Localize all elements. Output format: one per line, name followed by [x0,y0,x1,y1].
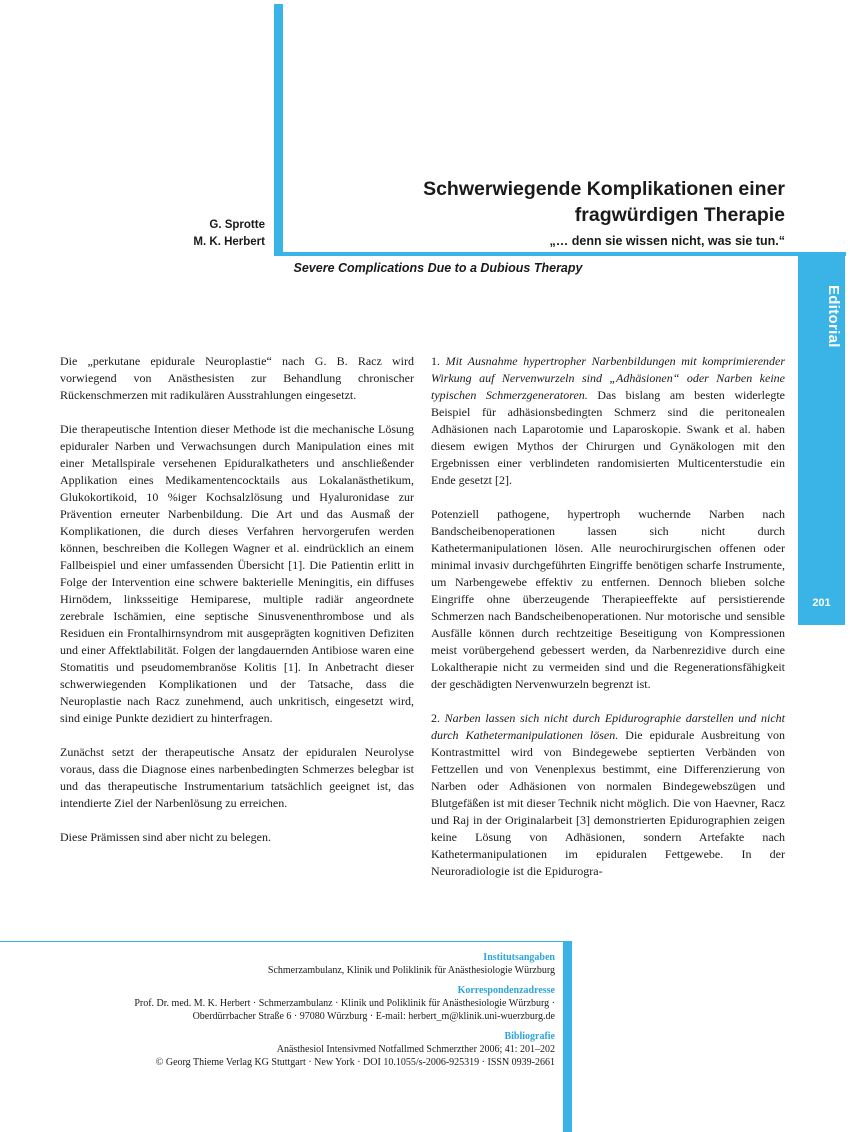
footer-text: Prof. Dr. med. M. K. Herbert · Schmerzambulanz · Klinik und Poliklinik für Anästhesiologie Würzburg · [134,998,555,1009]
footer-text: © Georg Thieme Verlag KG Stuttgart · New York · DOI 10.1055/s-2006-925319 · ISSN 0939-2661 [155,1057,555,1068]
english-title: Severe Complications Due to a Dubious Therapy [293,261,583,275]
footer-accent-rule [0,941,572,942]
institution-block [20,951,555,977]
item-number: 2. [431,711,445,725]
footer-text: Oberdürrbacher Straße 6 · 97080 Würzburg · E-mail: herbert_m@klinik.uni-wuerzburg.de [192,1011,555,1022]
author-name: M. K. Herbert [193,236,265,248]
accent-bar-horizontal [274,252,846,256]
body-column-left [60,353,414,846]
item-number: 1. [431,354,446,368]
correspondence-block [20,984,555,1023]
body-paragraph: Diese Prämissen sind aber nicht zu belegen. [60,830,271,844]
body-paragraph: Zunächst setzt der therapeutische Ansatz der epiduralen Neurolyse voraus, dass die Diagnose eines narbenbedingten Schmerzes belegbar ist und das therapeutische Instrumentarium tatsächlich geeignet ist, das intendierte Ziel der Narbenlösung zu erreichen. [60,745,414,810]
paragraph-text: Das bislang am besten widerlegte Beispiel für adhäsionsbedingten Schmerz sind die peritonealen Adhäsionen nach Laparotomie und Laparoskopie. Swank et al. haben diesem ewigen Mythos der Chirurgen und Gynäkologen mit den Ergebnissen einer verblindeten randomisierten Multicenterstudie ein Ende gesetzt [2]. [431,388,785,487]
body-paragraph [431,353,785,489]
bibliography-block [20,1030,555,1069]
footer-heading: Bibliografie [504,1031,555,1042]
article-subtitle: „… denn sie wissen nicht, was sie tun.“ [549,234,785,248]
body-paragraph: Potenziell pathogene, hypertroph wuchernde Narben nach Bandscheibenoperationen lassen sich nicht durch Kathetermanipulationen lösen. Alle neurochirurgischen offenen oder minimal invasiv durchgeführten Eingriffe benötigen scharfe Instrumente, um Narbengewebe effektiv zu entfernen. Dennoch blieben solche Eingriffe ohne überzeugende Therapieeffekte auf persistierende Schmerzen nach Bandscheibenoperationen. Nur motorische und sensible Ausfälle können durch rechtzeitige Beseitigung von Kompressionen meist vorübergehend gebessert werden, da Narbenrezidive durch eine Lokaltherapie nicht zu vermeiden sind und die Regenerationsfähigkeit der geschädigten Nervenwurzeln begrenzt ist. [431,507,785,691]
author-list [60,217,265,251]
body-column-right [431,353,785,880]
article-footer [20,951,555,1076]
article-title-line: Schwerwiegende Komplikationen einer [423,178,785,200]
body-paragraph: Die therapeutische Intention dieser Methode ist die mechanische Lösung epiduraler Narben und Verwachsungen durch Manipulation eines mit einer Metallspirale versehenen Epiduralkatheters und anschließender Applikation eines Medikamentencocktails aus Lokalanästhetikum, Glukokortikoid, 10 %iger Kochsalzlösung und Hyaluronidase zur Prävention erneuter Narbenbildung. Die Art und das Ausmaß der Komplikationen, die durch dieses Verfahren hervorgerufen werden können, beschreiben die Kollegen Wagner et al. eindrücklich an einem Fallbeispiel und einer umfassenden Übersicht [1]. Die Patientin erlitt in Folge der Intervention eine schwere bakterielle Meningitis, ein diffuses Hirnödem, linksseitige Hemiparese, multiple radiär angeordnete zerebrale Ischämien, eine septische Sinusvenenthrombose und als Residuen ein Frontalhirnsyndrom mit ausgeprägten kognitiven Defiziten und einer Affektlabilität. Folgen der langdauernden Antibiose waren eine Stomatitis und pseudomembranöse Kolitis [1]. In Anbetracht dieser schwerwiegenden Komplikationen und der Tatsache, dass die Neuroplastie nach Racz zunehmend, auch unkritisch, eingesetzt wird, sind einige Punkte dezidiert zu hinterfragen. [60,422,414,725]
emphasized-thesis: Narben lassen sich nicht durch Epidurographie darstellen und nicht durch Kathetermanipulationen lösen. [431,711,785,742]
author-name: G. Sprotte [209,219,265,231]
footer-accent-bar-vertical [563,941,572,1132]
footer-heading: Korrespondenzadresse [457,985,555,996]
paragraph-text: Die epidurale Ausbreitung von Kontrastmittel wird von Bindegewebe septierten Verbänden von Fettzellen und von Venenplexus bestimmt, eine Differenzierung von Narben oder Adhäsionen von normalen Bindegewebszügen und Blutgefäßen ist mit dieser Technik nicht möglich. Die von Haevner, Racz und Raj in der Originalarbeit [3] demonstrierten Epidurographien zeigen keine Lösung von Adhäsionen, sondern Artefakte nach Kathetermanipulationen im epiduralen Fettgewebe. In der Neuroradiologie ist die Epidurogra- [431,728,786,878]
body-paragraph: Die „perkutane epidurale Neuroplastie“ nach G. B. Racz wird vorwiegend von Anästhesisten zur Behandlung chronischer Rückenschmerzen mit radikulären Ausstrahlungen eingesetzt. [60,354,414,402]
body-paragraph [431,710,785,880]
emphasized-thesis: Mit Ausnahme hypertropher Narbenbildungen mit komprimierender Wirkung auf Nervenwurzeln sind „Adhäsionen“ oder Narben keine typischen Schmerzgeneratoren. [431,354,786,402]
page-number: 201 [812,597,831,609]
section-label: Editorial [825,284,842,348]
footer-heading: Institutsangaben [483,952,555,963]
footer-text: Schmerzambulanz, Klinik und Poliklinik für Anästhesiologie Würzburg [267,965,555,976]
article-title [300,176,785,228]
article-title-line: fragwürdigen Therapie [574,204,785,226]
accent-bar-vertical [274,4,283,255]
footer-text: Anästhesiol Intensivmed Notfallmed Schmerzther 2006; 41: 201–202 [276,1044,555,1055]
